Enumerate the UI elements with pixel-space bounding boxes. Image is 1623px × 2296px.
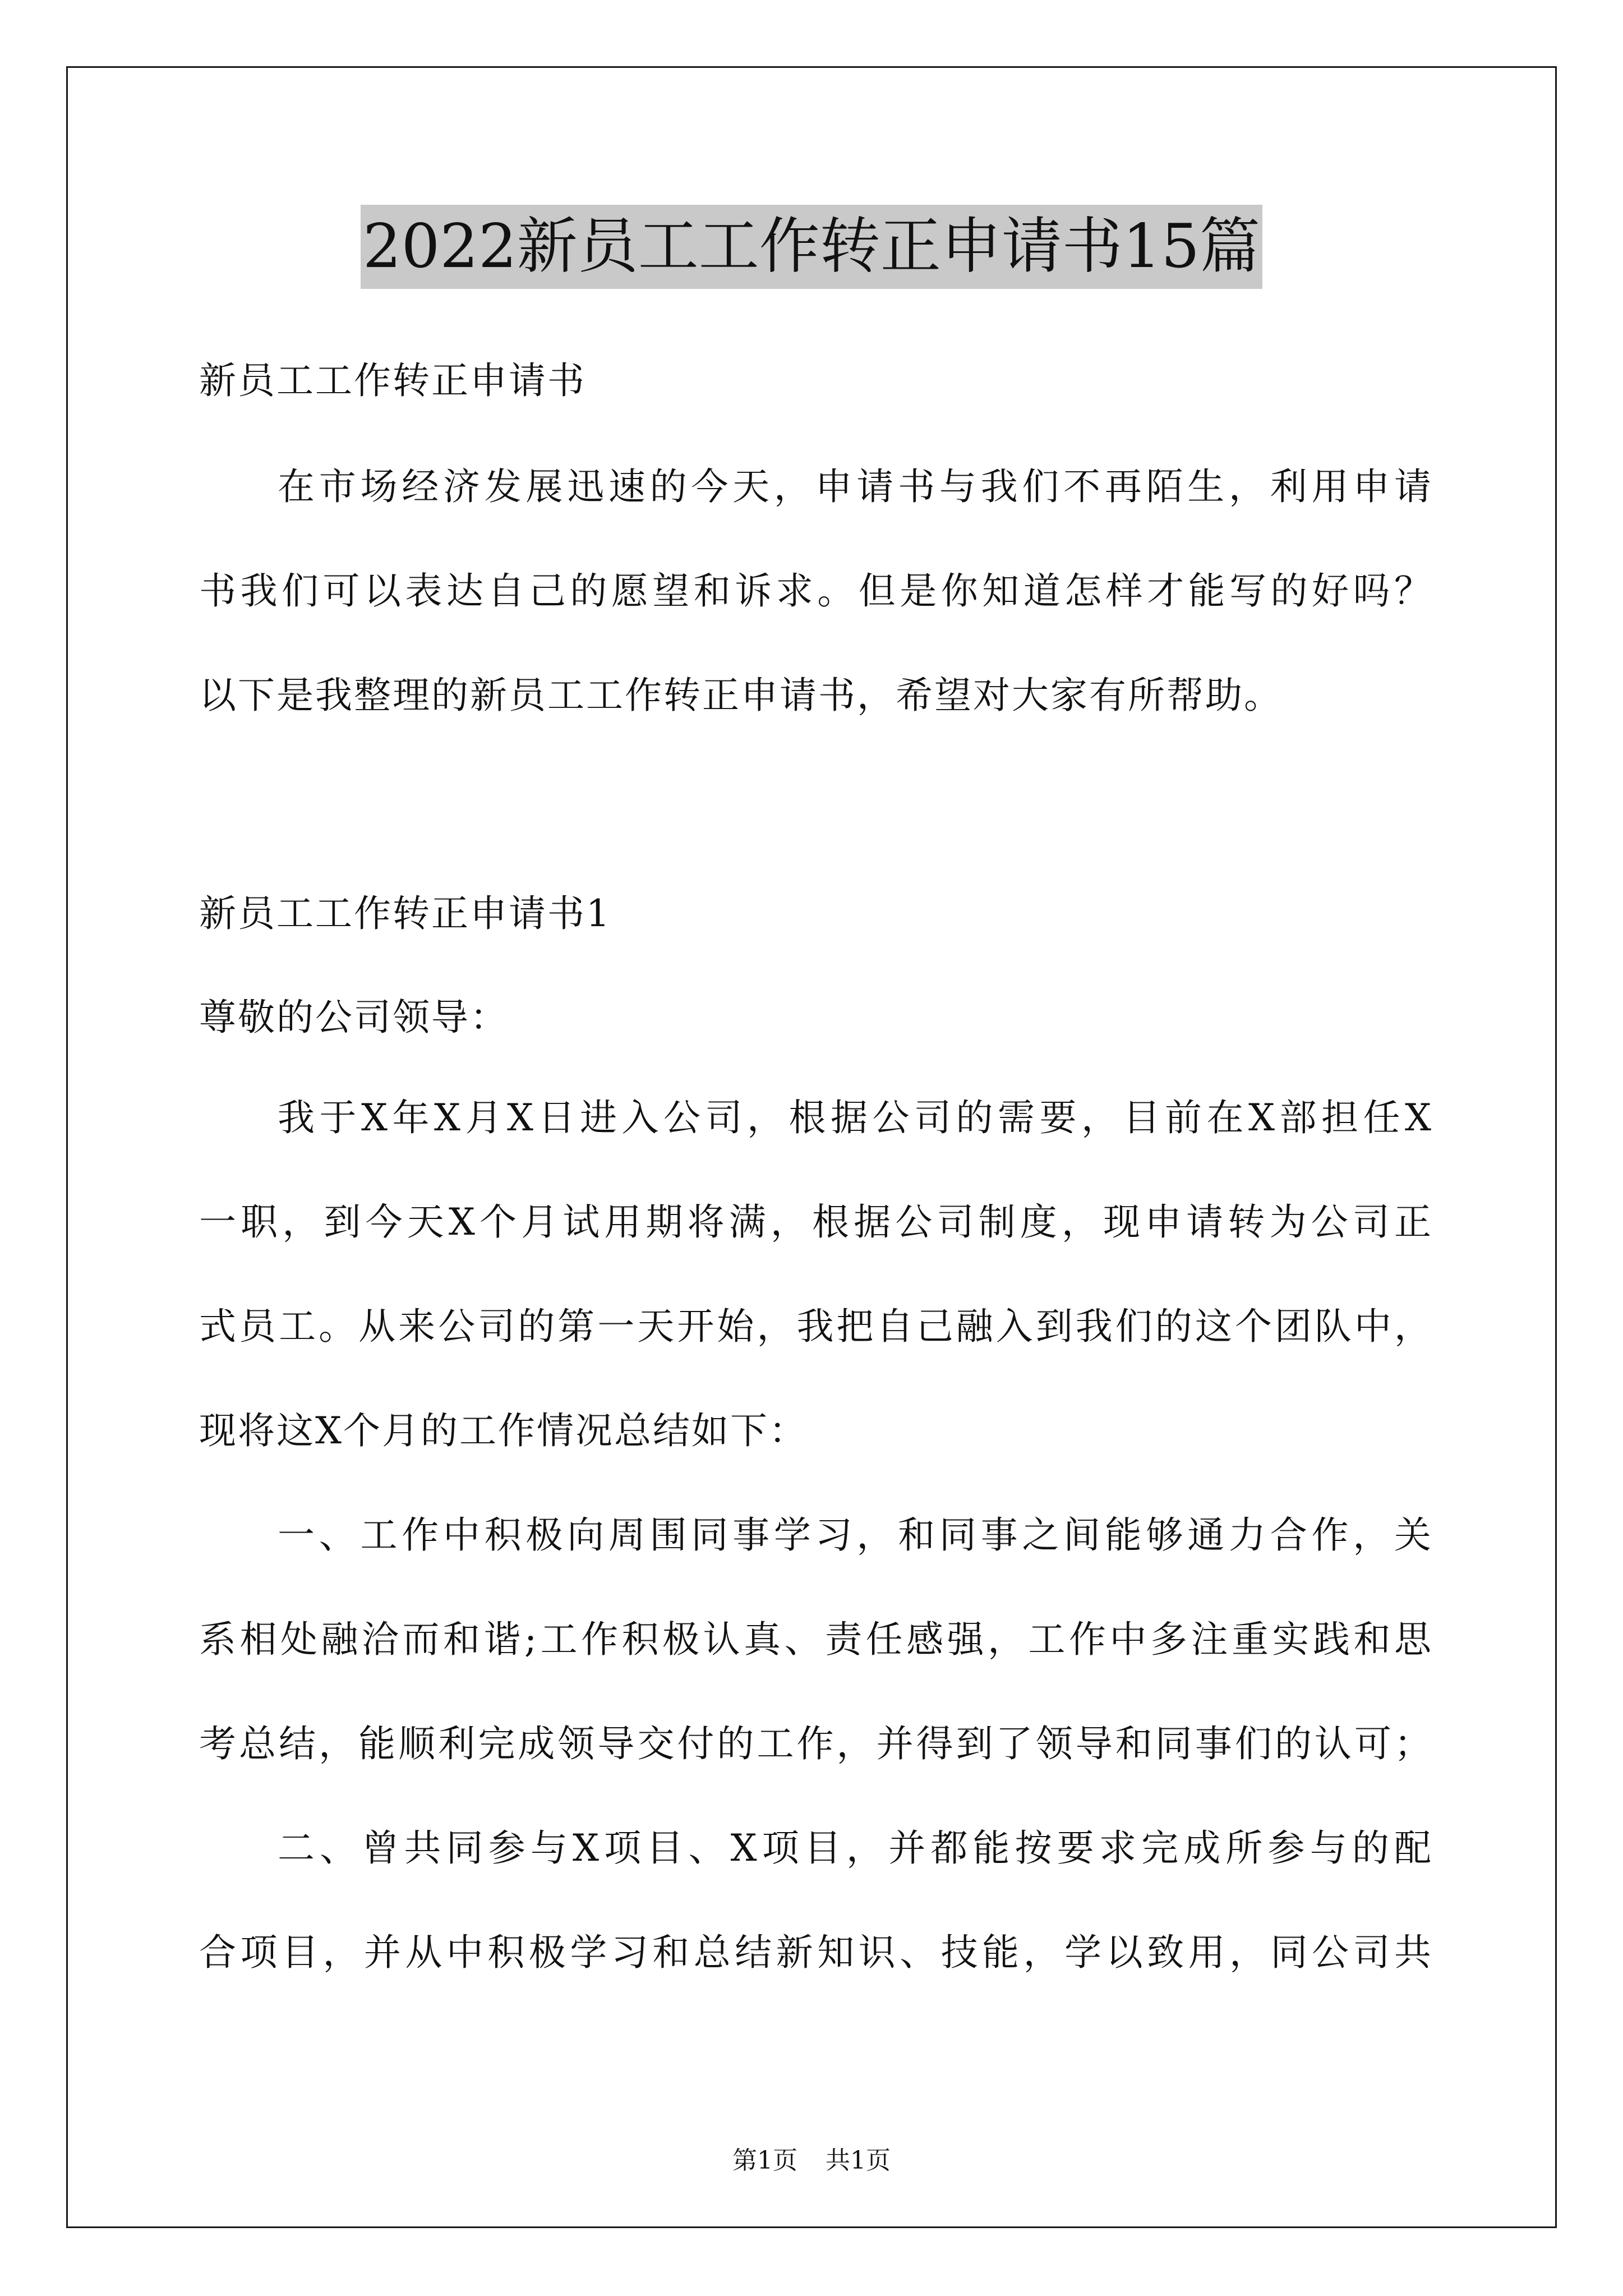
subheading: 新员工工作转正申请书 <box>199 359 586 402</box>
page-number-total: 共1页 <box>826 2146 891 2175</box>
intro-line: 以下是我整理的新员工工作转正申请书，希望对大家有所帮助。 <box>199 674 1283 717</box>
intro-line: 书我们可以表达自己的愿望和诉求。但是你知道怎样才能写的好吗？ <box>199 569 1433 613</box>
title-container <box>0 205 1623 289</box>
paragraph-line: 我于X年X月X日进入公司，根据公司的需要，目前在X部担任X <box>278 1096 1433 1139</box>
paragraph-2 <box>199 1483 1433 1796</box>
paragraph-line: 合项目，并从中积极学习和总结新知识、技能，学以致用，同公司共 <box>199 1931 1433 1974</box>
paragraph-line: 二、曾共同参与X项目、X项目，并都能按要求完成所参与的配 <box>278 1826 1433 1870</box>
paragraph-line: 考总结，能顺利完成领导交付的工作，并得到了领导和同事们的认可； <box>199 1722 1433 1765</box>
paragraph-line: 现将这X个月的工作情况总结如下： <box>199 1409 808 1452</box>
paragraph-line: 一职，到今天X个月试用期将满，根据公司制度，现申请转为公司正 <box>199 1200 1433 1244</box>
intro-paragraph <box>199 435 1433 748</box>
paragraph-3 <box>199 1796 1433 2005</box>
intro-line: 在市场经济发展迅速的今天，申请书与我们不再陌生，利用申请 <box>278 465 1433 508</box>
paragraph-line: 系相处融洽而和谐;工作积极认真、责任感强，工作中多注重实践和思 <box>199 1618 1433 1661</box>
paragraph-line: 式员工。从来公司的第一天开始，我把自己融入到我们的这个团队中， <box>199 1305 1433 1348</box>
document-title: 2022新员工工作转正申请书15篇 <box>361 205 1262 289</box>
paragraph-1 <box>199 1066 1433 1483</box>
section-heading: 新员工工作转正申请书1 <box>199 892 611 935</box>
paragraph-line: 一、工作中积极向周围同事学习，和同事之间能够通力合作，关 <box>278 1513 1433 1557</box>
page-number-current: 第1页 <box>732 2146 797 2175</box>
page-footer <box>0 2140 1623 2176</box>
salutation: 尊敬的公司领导： <box>199 996 509 1039</box>
